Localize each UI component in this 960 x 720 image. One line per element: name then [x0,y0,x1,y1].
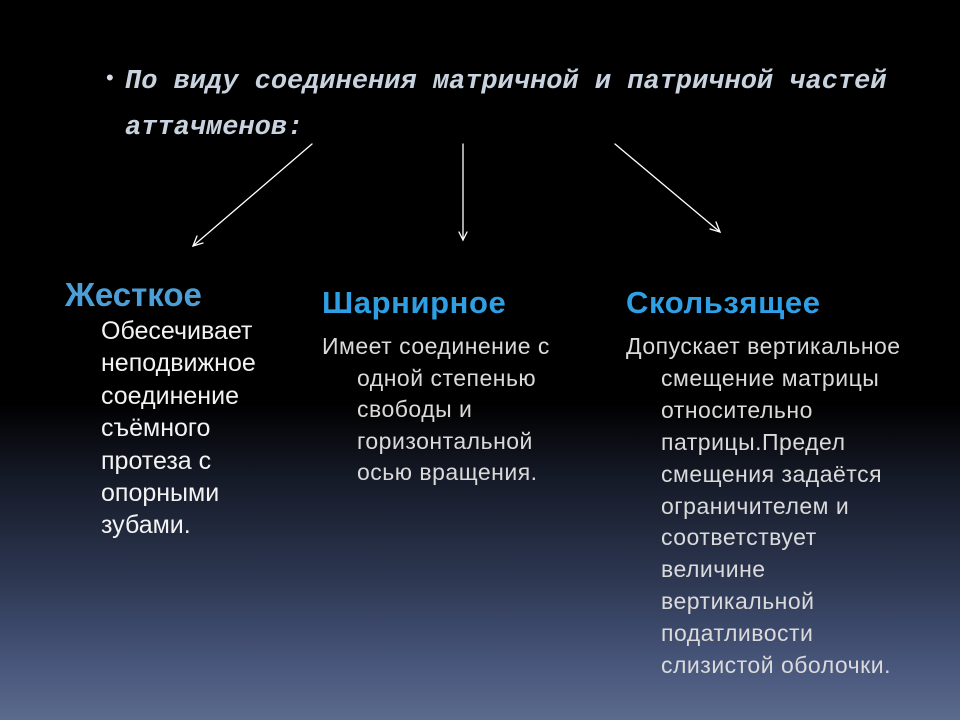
body-line: податливости [661,620,814,647]
body-line: одной степенью [357,364,537,391]
body-line: смещения задаётся [661,460,883,487]
body-line: Имеет соединение с [322,333,550,359]
heading-hinged: Шарнирное [322,285,507,320]
body-line: протеза с [101,446,212,475]
body-line: вертикальной [661,588,815,615]
body-line: слизистой оболочки. [661,652,891,679]
body-line: съёмного [101,414,211,443]
rigid-description [101,315,256,542]
body-line: смещение матрицы [661,364,880,391]
body-line: опорными [101,479,220,508]
body-line: величине [661,556,766,583]
body-line: соединение [101,381,239,410]
arrow-right [615,144,720,232]
body-line: патрицы.Предел [661,428,846,455]
heading-rigid: Жесткое [65,276,202,313]
body-line: зубами. [101,511,191,540]
body-line: неподвижное [101,349,256,378]
arrow-center [459,144,467,240]
body-line: ограничителем и [661,492,850,519]
body-line: горизонтальной [357,427,533,454]
hinged-description [322,331,550,489]
body-line: свободы и [357,396,473,423]
title-bullet: • [106,65,114,90]
arrow-left [193,144,312,246]
slide-title-line-2: аттачменов: [125,113,304,143]
body-line: соответствует [661,524,817,551]
body-line: относительно [661,396,813,423]
body-line: Обесечивает [101,317,253,345]
body-line: Допускает вертикальное [626,333,901,359]
heading-sliding: Скользящее [626,285,821,320]
slide-title-line-1: По виду соединения матричной и патричной частей [125,67,887,97]
body-line: осью вращения. [357,459,538,486]
sliding-description [626,331,901,682]
